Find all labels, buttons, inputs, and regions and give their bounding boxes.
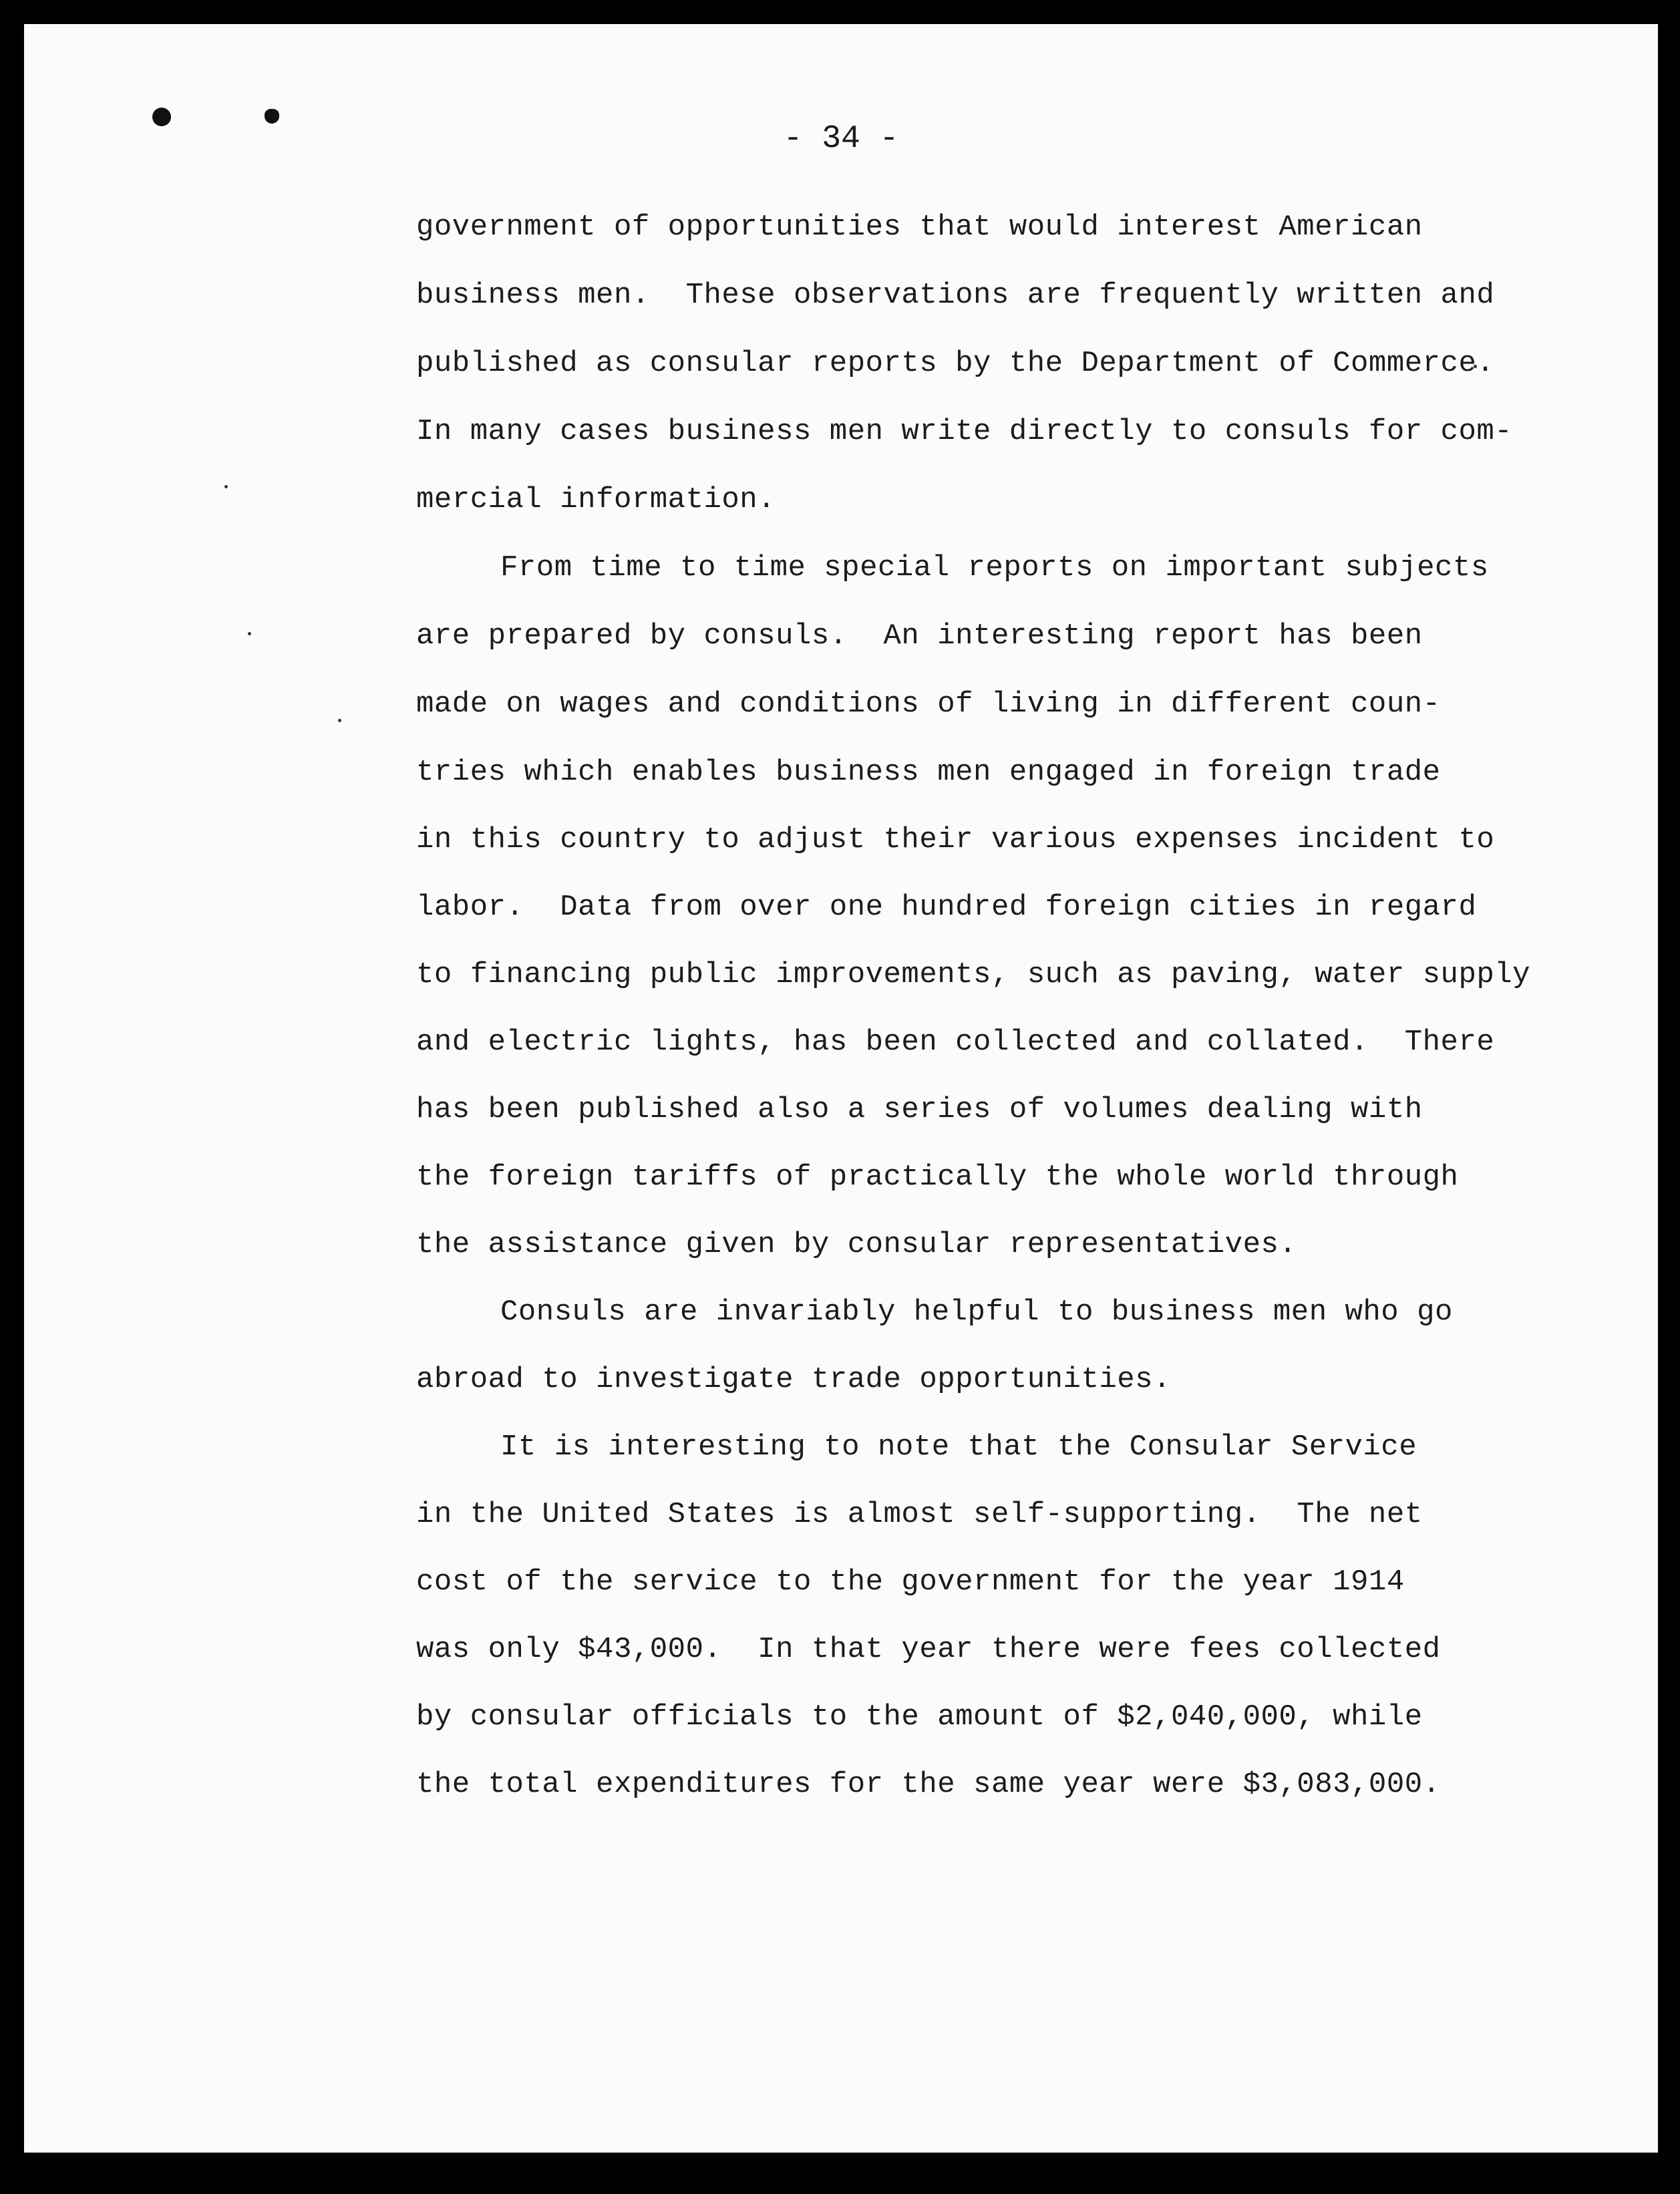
text-line: labor. Data from over one hundred foreign cities in regard	[416, 891, 1477, 924]
text-line: abroad to investigate trade opportunities.	[416, 1363, 1171, 1396]
text-line: was only $43,000. In that year there were fees collected	[416, 1633, 1441, 1666]
text-line: published as consular reports by the Department of Commerce.	[416, 347, 1495, 380]
text-line: cost of the service to the government for the year 1914	[416, 1565, 1405, 1599]
document-page	[24, 24, 1658, 2153]
text-line: mercial information.	[416, 483, 776, 516]
text-line: are prepared by consuls. An interesting report has been	[416, 619, 1423, 653]
text-line: government of opportunities that would interest American	[416, 210, 1423, 244]
text-line: Consuls are invariably helpful to business men who go	[500, 1295, 1453, 1329]
ink-speck	[338, 719, 341, 722]
text-line: tries which enables business men engaged in foreign trade	[416, 756, 1441, 789]
text-line: business men. These observations are frequently written and	[416, 279, 1495, 312]
text-line: to financing public improvements, such as paving, water supply	[416, 958, 1531, 991]
text-line: in the United States is almost self-supporting. The net	[416, 1498, 1423, 1531]
text-line: in this country to adjust their various expenses incident to	[416, 823, 1495, 856]
text-line: In many cases business men write directly to consuls for com-	[416, 415, 1513, 448]
text-line: From time to time special reports on important subjects	[500, 551, 1489, 585]
text-line: by consular officials to the amount of $2,040,000, while	[416, 1700, 1423, 1734]
text-line: the total expenditures for the same year were $3,083,000.	[416, 1768, 1441, 1801]
text-line: made on wages and conditions of living in different coun-	[416, 687, 1441, 721]
ink-speck	[224, 485, 228, 488]
text-line: the foreign tariffs of practically the whole world through	[416, 1160, 1459, 1194]
text-line: has been published also a series of volumes dealing with	[416, 1093, 1423, 1126]
text-line: and electric lights, has been collected and collated. There	[416, 1026, 1495, 1059]
ink-speck	[248, 632, 251, 635]
page-number: - 34 -	[783, 121, 899, 157]
text-line: the assistance given by consular representatives.	[416, 1228, 1297, 1261]
text-line: It is interesting to note that the Consular Service	[500, 1430, 1417, 1464]
